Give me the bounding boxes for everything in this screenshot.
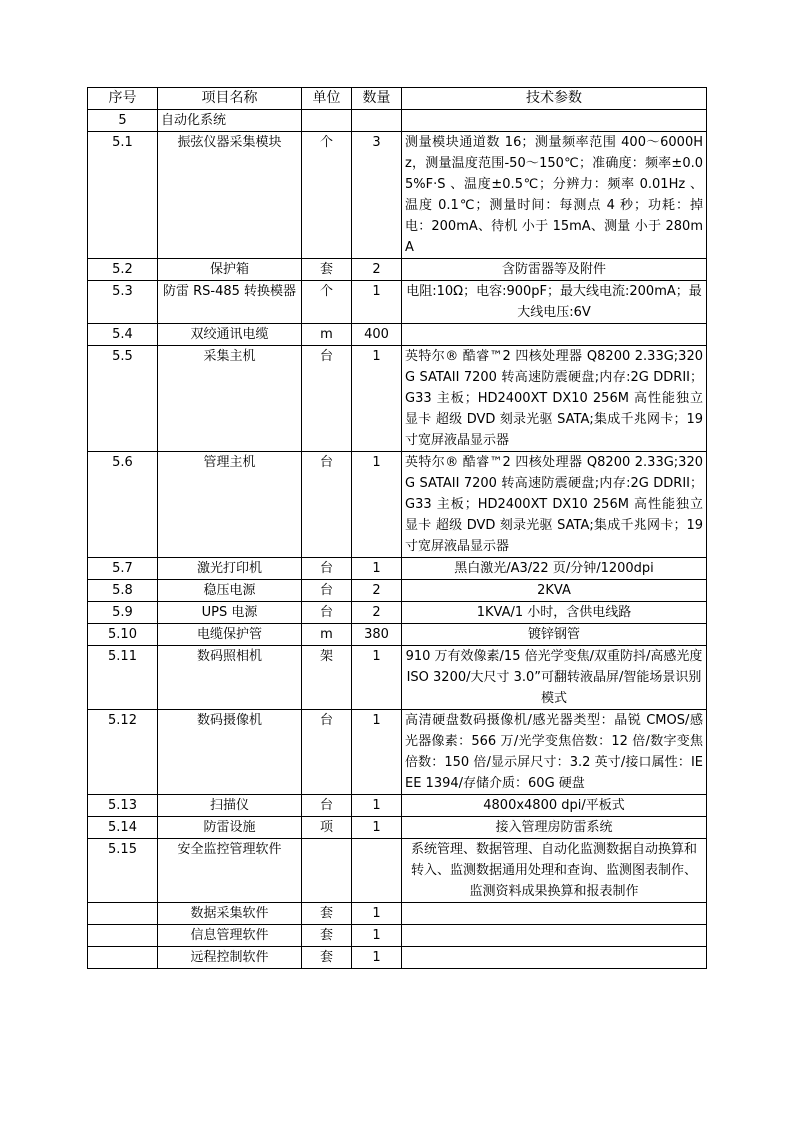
item-number: 5.2 — [88, 259, 158, 281]
item-quantity: 1 — [352, 646, 402, 710]
item-spec: 含防雷器等及附件 — [402, 259, 707, 281]
item-unit: 台 — [302, 795, 352, 817]
table-row — [88, 795, 707, 817]
item-spec — [402, 925, 707, 947]
item-number: 5.15 — [88, 839, 158, 903]
item-unit: 个 — [302, 281, 352, 324]
item-quantity: 2 — [352, 602, 402, 624]
item-number: 5.12 — [88, 710, 158, 795]
item-spec — [402, 903, 707, 925]
table-row — [88, 110, 707, 132]
table-row — [88, 346, 707, 452]
item-unit: 台 — [302, 558, 352, 580]
item-spec: 英特尔® 酷睿™2 四核处理器 Q8200 2.33G;320G SATAII 7200 转高速防震硬盘;内存:2G DDRII； G33 主板；HD2400XT DX10 256M 高性能独立显卡 超级 DVD 刻录光驱 SATA;集成千兆网卡；19 寸宽屏液晶显示器 — [402, 452, 707, 558]
item-quantity: 380 — [352, 624, 402, 646]
item-quantity: 1 — [352, 558, 402, 580]
item-spec: 系统管理、数据管理、自动化监测数据自动换算和转入、监测数据通用处理和查询、监测图表制作、监测资料成果换算和报表制作 — [402, 839, 707, 903]
table-row — [88, 602, 707, 624]
item-name: 电缆保护管 — [158, 624, 302, 646]
column-header-unit: 单位 — [302, 88, 352, 110]
item-name: 远程控制软件 — [158, 947, 302, 969]
item-unit: 台 — [302, 602, 352, 624]
item-name: 双绞通讯电缆 — [158, 324, 302, 346]
item-number: 5.9 — [88, 602, 158, 624]
column-header-name: 项目名称 — [158, 88, 302, 110]
table-row — [88, 624, 707, 646]
item-quantity: 1 — [352, 795, 402, 817]
item-name: 防雷设施 — [158, 817, 302, 839]
item-unit: 套 — [302, 947, 352, 969]
item-unit: 架 — [302, 646, 352, 710]
item-unit: 项 — [302, 817, 352, 839]
item-spec: 1KVA/1 小时，含供电线路 — [402, 602, 707, 624]
item-number: 5.10 — [88, 624, 158, 646]
item-number: 5.3 — [88, 281, 158, 324]
item-name: 信息管理软件 — [158, 925, 302, 947]
equipment-spec-table — [87, 87, 707, 969]
item-spec: 英特尔® 酷睿™2 四核处理器 Q8200 2.33G;320G SATAII 7200 转高速防震硬盘;内存:2G DDRII； G33 主板；HD2400XT DX10 256M 高性能独立显卡 超级 DVD 刻录光驱 SATA;集成千兆网卡；19 寸宽屏液晶显示器 — [402, 346, 707, 452]
item-name: 防雷 RS-485 转换模器 — [158, 281, 302, 324]
item-name: 安全监控管理软件 — [158, 839, 302, 903]
item-unit: 套 — [302, 925, 352, 947]
table-header-row — [88, 88, 707, 110]
item-spec — [402, 324, 707, 346]
table-row — [88, 925, 707, 947]
item-quantity: 1 — [352, 452, 402, 558]
item-quantity: 1 — [352, 346, 402, 452]
item-quantity: 2 — [352, 580, 402, 602]
item-number: 5.7 — [88, 558, 158, 580]
table-row — [88, 281, 707, 324]
item-number: 5.1 — [88, 132, 158, 259]
item-name: 自动化系统 — [158, 110, 302, 132]
item-unit: 台 — [302, 580, 352, 602]
item-quantity: 400 — [352, 324, 402, 346]
column-header-spec: 技术参数 — [402, 88, 707, 110]
item-number — [88, 925, 158, 947]
item-spec — [402, 110, 707, 132]
item-spec: 测量模块通道数 16；测量频率范围 400～6000Hz，测量温度范围-50～150℃；准确度：频率±0.05%F·S 、温度±0.5℃；分辨力：频率 0.01Hz 、温度 0.1℃；测量时间：每测点 4 秒；功耗：掉电：200mA、待机 小于 15mA、测量 小于 280mA — [402, 132, 707, 259]
item-name: 稳压电源 — [158, 580, 302, 602]
item-quantity — [352, 110, 402, 132]
item-name: 激光打印机 — [158, 558, 302, 580]
table-row — [88, 710, 707, 795]
item-quantity: 1 — [352, 903, 402, 925]
item-unit: m — [302, 624, 352, 646]
item-unit: 台 — [302, 452, 352, 558]
table-row — [88, 259, 707, 281]
item-number: 5.8 — [88, 580, 158, 602]
item-number: 5.11 — [88, 646, 158, 710]
table-row — [88, 324, 707, 346]
item-number: 5 — [88, 110, 158, 132]
item-spec: 黑白激光/A3/22 页/分钟/1200dpi — [402, 558, 707, 580]
item-name: 扫描仪 — [158, 795, 302, 817]
item-number: 5.6 — [88, 452, 158, 558]
item-quantity — [352, 839, 402, 903]
item-name: 采集主机 — [158, 346, 302, 452]
item-unit: 套 — [302, 903, 352, 925]
item-number: 5.5 — [88, 346, 158, 452]
table-row — [88, 903, 707, 925]
item-name: 振弦仪器采集模块 — [158, 132, 302, 259]
item-quantity: 3 — [352, 132, 402, 259]
item-quantity: 1 — [352, 947, 402, 969]
table-row — [88, 817, 707, 839]
column-header-no: 序号 — [88, 88, 158, 110]
item-name: 数码照相机 — [158, 646, 302, 710]
item-quantity: 1 — [352, 710, 402, 795]
table-body — [88, 110, 707, 969]
table-row — [88, 132, 707, 259]
item-quantity: 1 — [352, 925, 402, 947]
item-unit: 台 — [302, 346, 352, 452]
item-unit: 台 — [302, 710, 352, 795]
item-unit: 套 — [302, 259, 352, 281]
item-spec: 910 万有效像素/15 倍光学变焦/双重防抖/高感光度 ISO 3200/大尺寸 3.0”可翻转液晶屏/智能场景识别模式 — [402, 646, 707, 710]
table-row — [88, 839, 707, 903]
item-unit: 个 — [302, 132, 352, 259]
item-number — [88, 903, 158, 925]
item-quantity: 1 — [352, 817, 402, 839]
item-number: 5.13 — [88, 795, 158, 817]
item-name: 数码摄像机 — [158, 710, 302, 795]
item-unit — [302, 110, 352, 132]
item-unit — [302, 839, 352, 903]
item-name: 保护箱 — [158, 259, 302, 281]
item-number: 5.4 — [88, 324, 158, 346]
item-spec: 接入管理房防雷系统 — [402, 817, 707, 839]
item-name: UPS 电源 — [158, 602, 302, 624]
item-spec: 电阻:10Ω；电容:900pF；最大线电流:200mA；最大线电压:6V — [402, 281, 707, 324]
item-number — [88, 947, 158, 969]
item-spec — [402, 947, 707, 969]
item-number: 5.14 — [88, 817, 158, 839]
item-spec: 镀锌钢管 — [402, 624, 707, 646]
table-row — [88, 580, 707, 602]
column-header-qty: 数量 — [352, 88, 402, 110]
table-row — [88, 558, 707, 580]
item-name: 数据采集软件 — [158, 903, 302, 925]
item-spec: 4800x4800 dpi/平板式 — [402, 795, 707, 817]
item-name: 管理主机 — [158, 452, 302, 558]
table-row — [88, 452, 707, 558]
table-row — [88, 646, 707, 710]
item-quantity: 1 — [352, 281, 402, 324]
item-quantity: 2 — [352, 259, 402, 281]
table-row — [88, 947, 707, 969]
item-unit: m — [302, 324, 352, 346]
item-spec: 高清硬盘数码摄像机/感光器类型：晶锐 CMOS/感光器像素：566 万/光学变焦倍数：12 倍/数字变焦倍数：150 倍/显示屏尺寸：3.2 英寸/接口属性：IEEE 1394/存储介质：60G 硬盘 — [402, 710, 707, 795]
item-spec: 2KVA — [402, 580, 707, 602]
